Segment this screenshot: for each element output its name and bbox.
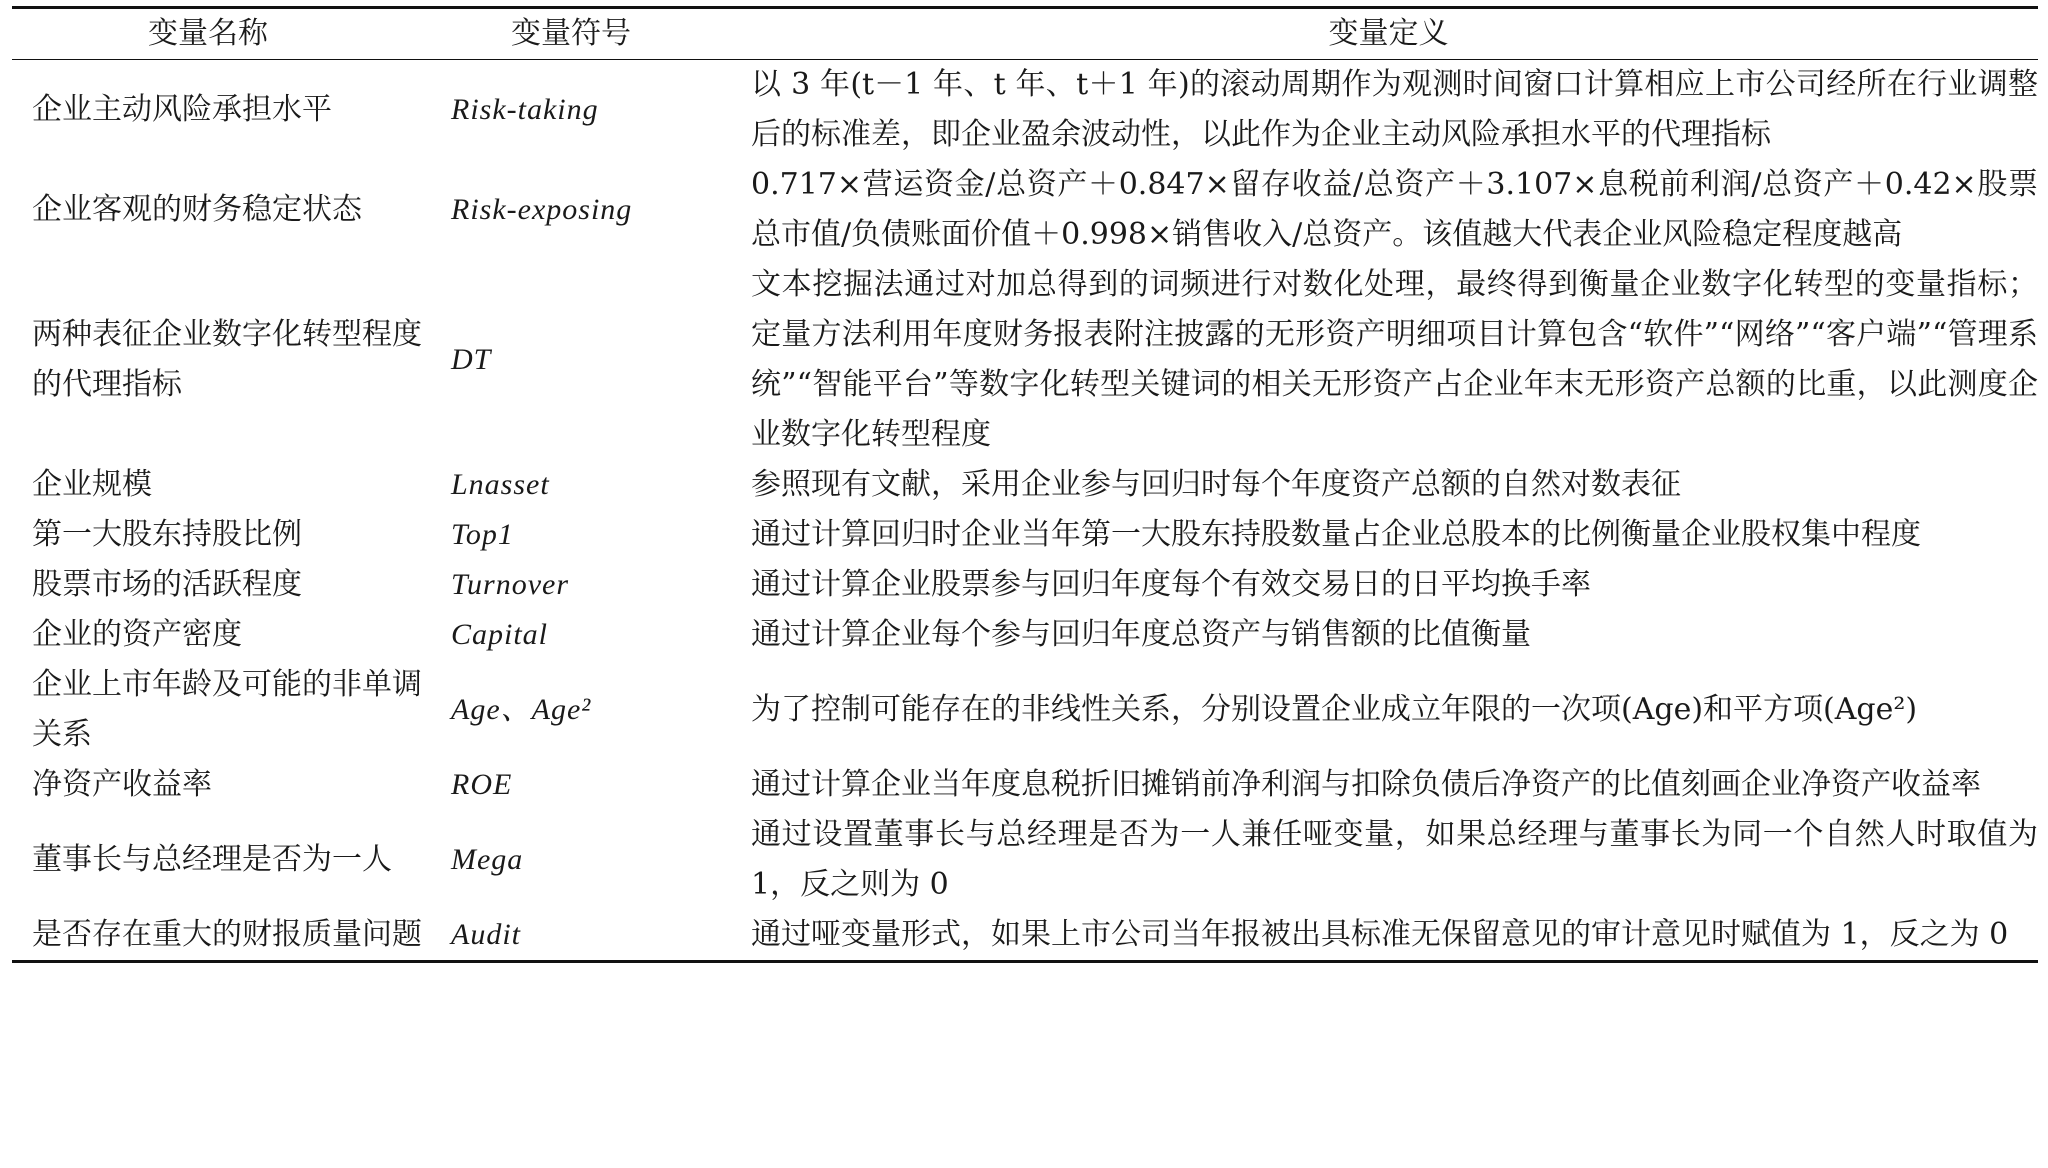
variable-name-cell: 企业客观的财务稳定状态 <box>32 192 362 227</box>
header-variable-symbol: 变量符号 <box>437 8 739 60</box>
variable-symbol-cell: Age、Age² <box>451 693 592 726</box>
header-variable-name: 变量名称 <box>12 8 437 60</box>
variable-symbol-cell: Audit <box>437 910 739 962</box>
variable-symbol-cell: ROE <box>451 768 513 801</box>
variable-name-cell: 企业上市年龄及可能的非单调关系 <box>32 667 422 752</box>
variable-definition-cell: 通过计算回归时企业当年第一大股东持股数量占企业总股本的比例衡量企业股权集中程度 <box>751 517 1921 552</box>
variable-definition-cell: 以 3 年(t－1 年、t 年、t＋1 年)的滚动周期作为观测时间窗口计算相应上市公司经所在行业调整后的标准差，即企业盈余波动性，以此作为企业主动风险承担水平的代理指标 <box>751 67 2038 152</box>
variable-symbol-cell: Lnasset <box>451 468 550 501</box>
header-variable-definition: 变量定义 <box>739 8 2038 60</box>
variable-definition-cell: 为了控制可能存在的非线性关系，分别设置企业成立年限的一次项(Age)和平方项(Age²) <box>751 692 1918 727</box>
variable-definition-cell: 文本挖掘法通过对加总得到的词频进行对数化处理，最终得到衡量企业数字化转型的变量指标；定量方法利用年度财务报表附注披露的无形资产明细项目计算包含“软件”“网络”“客户端”“管理系统”“智能平台”等数字化转型关键词的相关无形资产占企业年末无形资产总额的比重，以此测度企业数字化转型程度 <box>751 267 2038 452</box>
table-row <box>12 760 2038 810</box>
variable-symbol-cell: Top1 <box>451 518 514 551</box>
table-row <box>12 810 2038 910</box>
variable-symbol-cell: Mega <box>451 843 524 876</box>
table-row <box>12 160 2038 260</box>
variable-name-cell: 两种表征企业数字化转型程度的代理指标 <box>32 317 422 402</box>
table-row <box>12 560 2038 610</box>
variable-name-cell: 第一大股东持股比例 <box>32 517 302 552</box>
variable-name-cell: 企业的资产密度 <box>32 617 242 652</box>
variable-name-cell: 企业主动风险承担水平 <box>32 92 332 127</box>
variable-symbol-cell: Risk-taking <box>451 93 599 126</box>
table-row <box>12 610 2038 660</box>
variable-definition-cell: 通过设置董事长与总经理是否为一人兼任哑变量，如果总经理与董事长为同一个自然人时取值为 1，反之则为 0 <box>751 817 2038 902</box>
variable-definition-table <box>12 6 2038 963</box>
variable-definition-cell: 通过哑变量形式，如果上市公司当年报被出具标准无保留意见的审计意见时赋值为 1，反之为 0 <box>739 910 2038 962</box>
variable-name-cell: 净资产收益率 <box>32 767 212 802</box>
variable-name-cell: 是否存在重大的财报质量问题 <box>12 910 437 962</box>
variable-definition-cell: 0.717×营运资金/总资产＋0.847×留存收益/总资产＋3.107×息税前利润/总资产＋0.42×股票总市值/负债账面价值＋0.998×销售收入/总资产。该值越大代表企业风险稳定程度越高 <box>751 167 2038 252</box>
variable-definition-cell: 通过计算企业股票参与回归年度每个有效交易日的日平均换手率 <box>751 567 1591 602</box>
table-row <box>12 660 2038 760</box>
variable-symbol-cell: Capital <box>451 618 549 651</box>
variable-name-cell: 企业规模 <box>32 467 152 502</box>
table-row <box>12 260 2038 460</box>
table-row <box>12 910 2038 962</box>
variable-name-cell: 董事长与总经理是否为一人 <box>32 842 392 877</box>
table-row <box>12 60 2038 161</box>
variable-symbol-cell: DT <box>451 343 492 376</box>
variable-name-cell: 股票市场的活跃程度 <box>32 567 302 602</box>
table-row <box>12 510 2038 560</box>
variable-symbol-cell: Risk-exposing <box>451 193 633 226</box>
variable-definition-cell: 通过计算企业当年度息税折旧摊销前净利润与扣除负债后净资产的比值刻画企业净资产收益率 <box>751 767 1981 802</box>
variable-definition-cell: 通过计算企业每个参与回归年度总资产与销售额的比值衡量 <box>751 617 1531 652</box>
variable-definition-cell: 参照现有文献，采用企业参与回归时每个年度资产总额的自然对数表征 <box>751 467 1681 502</box>
variable-symbol-cell: Turnover <box>451 568 570 601</box>
table-header-row <box>12 8 2038 60</box>
table-row <box>12 460 2038 510</box>
